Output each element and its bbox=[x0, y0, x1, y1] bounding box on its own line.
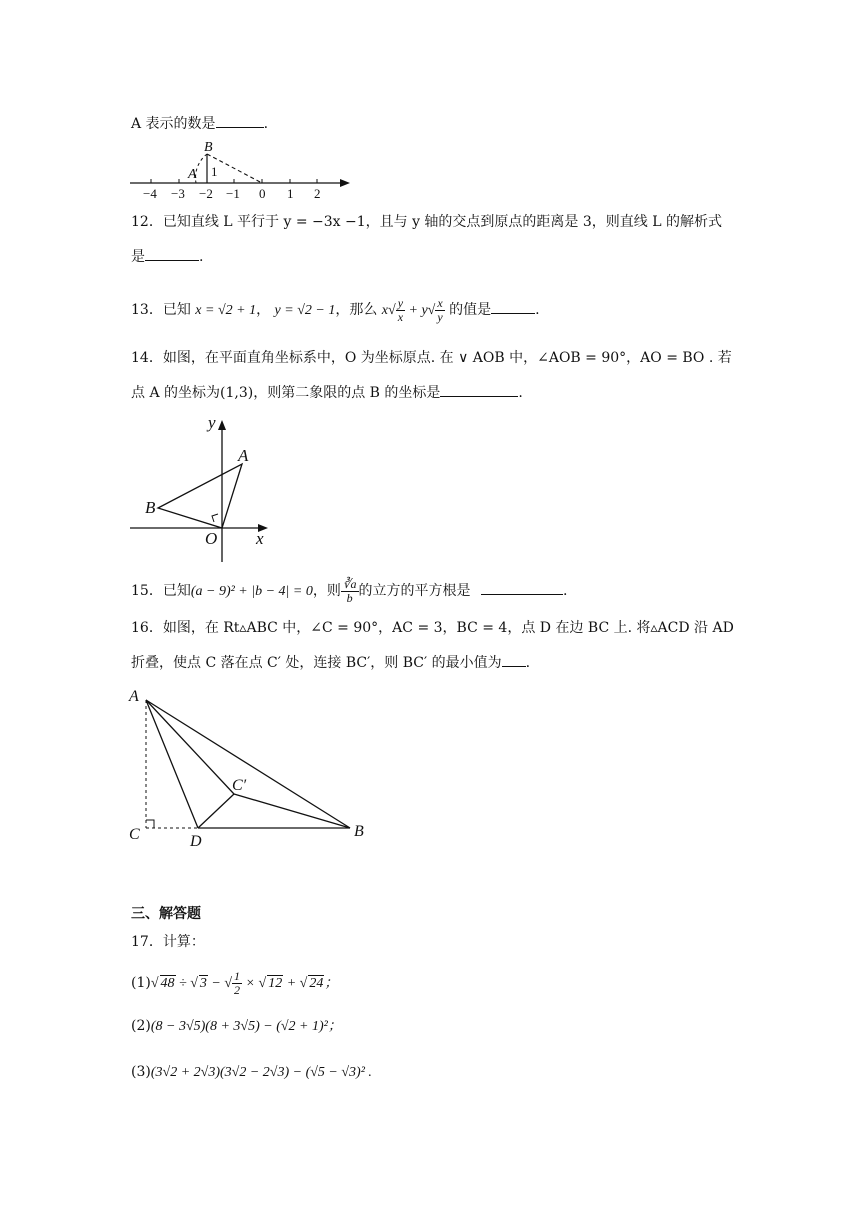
point-a-label: A bbox=[129, 688, 139, 705]
x-axis-label: x bbox=[256, 529, 264, 548]
y-axis-arrow bbox=[218, 420, 226, 430]
point-b-label: B bbox=[354, 823, 364, 840]
y-equation: y = √2 − 1 bbox=[274, 303, 336, 318]
answer-blank bbox=[481, 580, 563, 595]
q15-end: . bbox=[562, 583, 568, 599]
q15-lead: 15．已知 bbox=[131, 583, 191, 599]
answer-blank bbox=[502, 652, 526, 667]
q17-part3 bbox=[131, 1062, 372, 1083]
q14-lead: 点 A 的坐标为(1,3)，则第二象限的点 B 的坐标是 bbox=[131, 385, 441, 401]
point-d-label: D bbox=[190, 833, 202, 850]
segment-length-label: 1 bbox=[211, 164, 218, 179]
q11-end: . bbox=[263, 116, 269, 132]
q16-end: . bbox=[525, 655, 531, 671]
answer-blank bbox=[440, 382, 518, 397]
q14-end: . bbox=[518, 385, 523, 401]
q15-tail: 的立方的平方根是 bbox=[358, 583, 471, 599]
q16-lead: 折叠，使点 C 落在点 C′ 处，连接 BC′，则 BC′ 的最小值为 bbox=[131, 655, 502, 671]
section-heading: 三、解答题 bbox=[131, 906, 201, 922]
radical-expression: x√ $\frac{y}{x}$ + y√ $\frac{x}{y}$ bbox=[381, 296, 443, 325]
q13-dot: . bbox=[535, 302, 540, 318]
segment-bc-prime bbox=[234, 794, 350, 828]
q14-line1: 14．如图，在平面直角坐标系中，O 为坐标原点. 在 ∨ AOB 中，∠AOB = 90°，AO = BO . 若 bbox=[131, 350, 732, 366]
x-equation: x = √2 + 1 bbox=[195, 303, 257, 318]
point-c-label: C bbox=[129, 826, 140, 843]
q13-end-text: 的值是 bbox=[449, 302, 492, 318]
q15-mid: ，则 bbox=[312, 583, 341, 599]
part1-expression: √ 48 ÷ √ 3 − √ $\frac{1}{2}$ × √ 12 + √ 24； bbox=[150, 969, 339, 998]
cube-root-fraction: $\frac{∛a}{b}$ bbox=[342, 576, 357, 605]
part-label: (2) bbox=[131, 1018, 151, 1034]
q17-part2 bbox=[131, 1016, 342, 1037]
q12-line2 bbox=[131, 246, 203, 267]
tick-label: 1 bbox=[287, 186, 294, 201]
point-a-label: A bbox=[238, 446, 249, 465]
side-ab bbox=[146, 700, 350, 828]
answer-blank bbox=[491, 299, 535, 314]
tick-label: −1 bbox=[226, 186, 240, 201]
tick-label: −3 bbox=[171, 186, 185, 201]
tick-label: 2 bbox=[314, 186, 321, 201]
q16-line2 bbox=[131, 652, 530, 673]
q16-line1: 16．如图，在 Rt▵ABC 中，∠C = 90°，AC = 3，BC = 4，点 D 在边 BC 上. 将▵ACD 沿 AD bbox=[131, 620, 734, 636]
q17-title: 17．计算： bbox=[131, 934, 205, 950]
part-label: (1) bbox=[131, 975, 151, 991]
q15-text bbox=[131, 576, 567, 607]
q13-text: 13．已知 x = √2 + 1， y = √2 − 1，那么 x√ $\frac{y}{x}$ + y√ $\frac{x}{y}$ 的值是 . bbox=[131, 296, 540, 325]
triangle-aob bbox=[158, 464, 242, 528]
right-angle-mark bbox=[212, 514, 218, 522]
tick-label: −2 bbox=[199, 186, 213, 201]
tick-label: 0 bbox=[259, 186, 266, 201]
y-axis-label: y bbox=[208, 413, 216, 432]
arc bbox=[196, 154, 207, 183]
origin-label: O bbox=[205, 529, 218, 548]
part-label: (3) bbox=[131, 1064, 151, 1080]
point-c-prime-label: C′ bbox=[232, 777, 247, 794]
q11-label: A 表示的数是 bbox=[131, 116, 216, 132]
q12-end: . bbox=[199, 249, 204, 265]
point-b-label: B bbox=[145, 498, 156, 517]
axis-arrow bbox=[340, 179, 350, 187]
point-b-label: B bbox=[204, 140, 213, 155]
point-a-label: A bbox=[188, 167, 197, 182]
q17-part1 bbox=[131, 968, 338, 999]
part3-expression: (3√2 + 2√3)(3√2 − 2√3) − (√5 − √3)² . bbox=[150, 1065, 372, 1080]
q13-mid: ，那么 bbox=[335, 302, 378, 318]
answer-blank bbox=[145, 246, 199, 261]
side-c-prime-d bbox=[198, 794, 234, 828]
q12-line1: 12．已知直线 L 平行于 y = −3x −1，且与 y 轴的交点到原点的距离是 3，则直线 L 的解析式 bbox=[131, 214, 722, 230]
coordinate-figure bbox=[128, 412, 278, 562]
part2-expression: (8 − 3√5)(8 + 3√5) − (√2 + 1)²； bbox=[150, 1019, 342, 1034]
q13-lead: 13．已知 bbox=[131, 302, 191, 318]
tick-label: −4 bbox=[143, 186, 157, 201]
q12-lead: 是 bbox=[131, 249, 145, 265]
right-angle-mark bbox=[146, 820, 154, 828]
q14-line2 bbox=[131, 382, 523, 403]
number-line-figure bbox=[128, 136, 358, 202]
q11-text bbox=[131, 113, 268, 134]
fold-triangle-figure bbox=[126, 686, 376, 850]
answer-blank bbox=[216, 113, 264, 128]
fold-line-ad bbox=[146, 700, 198, 828]
condition-equation: (a − 9)² + |b − 4| = 0 bbox=[190, 584, 313, 599]
